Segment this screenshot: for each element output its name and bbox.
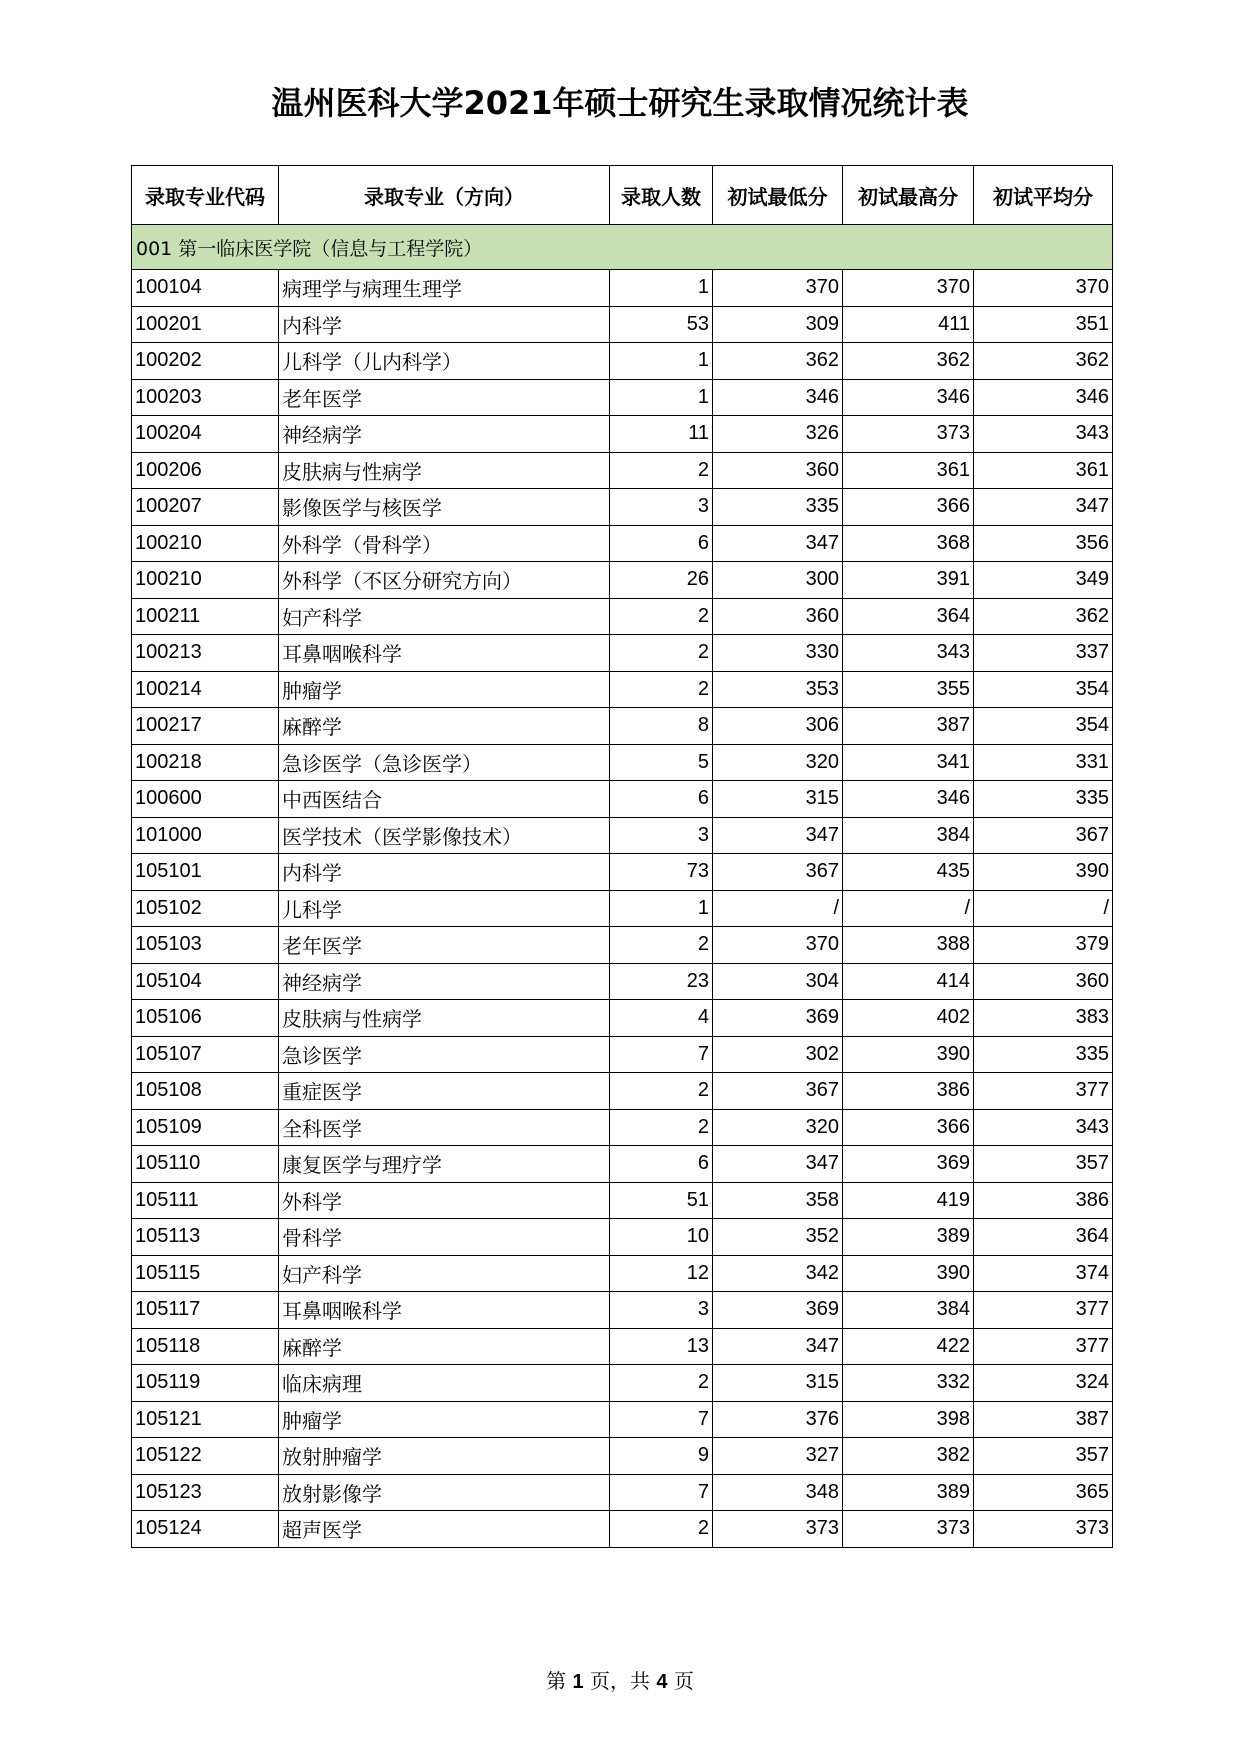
row-major: 重症医学 <box>279 1073 610 1110</box>
row-code: 100210 <box>132 562 279 599</box>
row-min-score: 362 <box>713 343 843 380</box>
row-min-score: 376 <box>713 1401 843 1438</box>
row-avg-score: 346 <box>974 379 1113 416</box>
row-max-score: 387 <box>843 708 974 745</box>
row-code: 105111 <box>132 1182 279 1219</box>
table-row <box>132 343 1113 380</box>
row-code: 100218 <box>132 744 279 781</box>
row-major: 神经病学 <box>279 416 610 453</box>
row-count: 2 <box>610 452 713 489</box>
row-min-score: 347 <box>713 1146 843 1183</box>
table-row <box>132 1292 1113 1329</box>
row-code: 105113 <box>132 1219 279 1256</box>
row-major: 病理学与病理生理学 <box>279 270 610 307</box>
row-count: 2 <box>610 1109 713 1146</box>
row-avg-score: 362 <box>974 343 1113 380</box>
row-max-score: 422 <box>843 1328 974 1365</box>
row-max-score: 414 <box>843 963 974 1000</box>
table-row <box>132 963 1113 1000</box>
row-min-score: 347 <box>713 817 843 854</box>
row-count: 73 <box>610 854 713 891</box>
row-min-score: 330 <box>713 635 843 672</box>
row-min-score: / <box>713 890 843 927</box>
row-avg-score: 337 <box>974 635 1113 672</box>
row-min-score: 347 <box>713 1328 843 1365</box>
row-major: 老年医学 <box>279 379 610 416</box>
table-row <box>132 890 1113 927</box>
row-min-score: 326 <box>713 416 843 453</box>
row-code: 100201 <box>132 306 279 343</box>
row-avg-score: 386 <box>974 1182 1113 1219</box>
row-major: 皮肤病与性病学 <box>279 1000 610 1037</box>
table-row <box>132 270 1113 307</box>
row-count: 3 <box>610 1292 713 1329</box>
row-min-score: 302 <box>713 1036 843 1073</box>
row-code: 100211 <box>132 598 279 635</box>
row-avg-score: 387 <box>974 1401 1113 1438</box>
row-count: 12 <box>610 1255 713 1292</box>
row-min-score: 369 <box>713 1292 843 1329</box>
table-row <box>132 1219 1113 1256</box>
table-row <box>132 1365 1113 1402</box>
row-min-score: 358 <box>713 1182 843 1219</box>
page-footer <box>0 1665 1240 1694</box>
row-max-score: 373 <box>843 416 974 453</box>
table-row <box>132 817 1113 854</box>
row-code: 100207 <box>132 489 279 526</box>
row-major: 外科学 <box>279 1182 610 1219</box>
row-count: 2 <box>610 671 713 708</box>
row-major: 外科学（骨科学） <box>279 525 610 562</box>
row-major: 急诊医学（急诊医学） <box>279 744 610 781</box>
row-major: 超声医学 <box>279 1511 610 1548</box>
row-code: 105109 <box>132 1109 279 1146</box>
table-row <box>132 379 1113 416</box>
table-row <box>132 1073 1113 1110</box>
row-min-score: 373 <box>713 1511 843 1548</box>
row-min-score: 306 <box>713 708 843 745</box>
row-major: 骨科学 <box>279 1219 610 1256</box>
row-min-score: 348 <box>713 1474 843 1511</box>
row-min-score: 369 <box>713 1000 843 1037</box>
row-avg-score: 343 <box>974 1109 1113 1146</box>
row-min-score: 367 <box>713 854 843 891</box>
row-max-score: 332 <box>843 1365 974 1402</box>
row-major: 肿瘤学 <box>279 1401 610 1438</box>
row-code: 105102 <box>132 890 279 927</box>
row-major: 影像医学与核医学 <box>279 489 610 526</box>
table-row <box>132 489 1113 526</box>
row-code: 100217 <box>132 708 279 745</box>
row-avg-score: 377 <box>974 1292 1113 1329</box>
row-count: 51 <box>610 1182 713 1219</box>
row-avg-score: 362 <box>974 598 1113 635</box>
table-row <box>132 598 1113 635</box>
row-max-score: 370 <box>843 270 974 307</box>
row-avg-score: 335 <box>974 1036 1113 1073</box>
row-min-score: 309 <box>713 306 843 343</box>
row-major: 皮肤病与性病学 <box>279 452 610 489</box>
row-max-score: 411 <box>843 306 974 343</box>
row-max-score: 346 <box>843 379 974 416</box>
row-code: 105119 <box>132 1365 279 1402</box>
row-avg-score: 360 <box>974 963 1113 1000</box>
row-code: 101000 <box>132 817 279 854</box>
table-row <box>132 525 1113 562</box>
row-max-score: 390 <box>843 1255 974 1292</box>
table-row <box>132 1255 1113 1292</box>
row-code: 100104 <box>132 270 279 307</box>
row-min-score: 320 <box>713 1109 843 1146</box>
row-avg-score: 367 <box>974 817 1113 854</box>
row-avg-score: 377 <box>974 1073 1113 1110</box>
row-count: 5 <box>610 744 713 781</box>
row-count: 7 <box>610 1474 713 1511</box>
row-min-score: 300 <box>713 562 843 599</box>
row-max-score: 355 <box>843 671 974 708</box>
row-min-score: 347 <box>713 525 843 562</box>
table-row <box>132 306 1113 343</box>
row-code: 105110 <box>132 1146 279 1183</box>
row-max-score: 366 <box>843 1109 974 1146</box>
row-max-score: 402 <box>843 1000 974 1037</box>
row-avg-score: 361 <box>974 452 1113 489</box>
row-max-score: 435 <box>843 854 974 891</box>
row-min-score: 352 <box>713 1219 843 1256</box>
row-major: 儿科学 <box>279 890 610 927</box>
row-min-score: 360 <box>713 452 843 489</box>
header-code: 录取专业代码 <box>132 166 279 225</box>
table-row <box>132 708 1113 745</box>
section-row <box>132 225 1113 270</box>
header-major: 录取专业（方向） <box>279 166 610 225</box>
row-avg-score: 357 <box>974 1438 1113 1475</box>
row-code: 105101 <box>132 854 279 891</box>
row-count: 1 <box>610 379 713 416</box>
row-max-score: 384 <box>843 817 974 854</box>
row-count: 2 <box>610 1511 713 1548</box>
row-min-score: 335 <box>713 489 843 526</box>
row-count: 53 <box>610 306 713 343</box>
table-row <box>132 671 1113 708</box>
table-row <box>132 744 1113 781</box>
row-count: 2 <box>610 1365 713 1402</box>
row-count: 6 <box>610 781 713 818</box>
row-count: 2 <box>610 1073 713 1110</box>
row-min-score: 367 <box>713 1073 843 1110</box>
row-max-score: 391 <box>843 562 974 599</box>
row-major: 医学技术（医学影像技术） <box>279 817 610 854</box>
row-code: 105107 <box>132 1036 279 1073</box>
row-count: 1 <box>610 890 713 927</box>
row-max-score: / <box>843 890 974 927</box>
row-avg-score: 335 <box>974 781 1113 818</box>
row-min-score: 353 <box>713 671 843 708</box>
row-count: 6 <box>610 525 713 562</box>
row-max-score: 346 <box>843 781 974 818</box>
row-avg-score: 331 <box>974 744 1113 781</box>
row-major: 内科学 <box>279 306 610 343</box>
row-max-score: 343 <box>843 635 974 672</box>
row-min-score: 320 <box>713 744 843 781</box>
row-count: 10 <box>610 1219 713 1256</box>
row-max-score: 419 <box>843 1182 974 1219</box>
row-major: 放射肿瘤学 <box>279 1438 610 1475</box>
row-code: 105118 <box>132 1328 279 1365</box>
row-major: 耳鼻咽喉科学 <box>279 635 610 672</box>
row-major: 全科医学 <box>279 1109 610 1146</box>
footer-total-pages: 4 <box>656 1671 668 1693</box>
table-row <box>132 416 1113 453</box>
row-avg-score: 377 <box>974 1328 1113 1365</box>
row-code: 105103 <box>132 927 279 964</box>
header-count: 录取人数 <box>610 166 713 225</box>
row-major: 内科学 <box>279 854 610 891</box>
row-count: 8 <box>610 708 713 745</box>
row-max-score: 362 <box>843 343 974 380</box>
row-count: 1 <box>610 343 713 380</box>
table-row <box>132 1000 1113 1037</box>
row-avg-score: 347 <box>974 489 1113 526</box>
row-count: 6 <box>610 1146 713 1183</box>
row-major: 临床病理 <box>279 1365 610 1402</box>
row-major: 麻醉学 <box>279 1328 610 1365</box>
table-row <box>132 1328 1113 1365</box>
row-max-score: 386 <box>843 1073 974 1110</box>
header-min-score: 初试最低分 <box>713 166 843 225</box>
row-code: 105106 <box>132 1000 279 1037</box>
row-avg-score: 383 <box>974 1000 1113 1037</box>
row-code: 100206 <box>132 452 279 489</box>
row-count: 3 <box>610 489 713 526</box>
row-count: 9 <box>610 1438 713 1475</box>
row-count: 7 <box>610 1401 713 1438</box>
row-avg-score: 343 <box>974 416 1113 453</box>
row-code: 105121 <box>132 1401 279 1438</box>
table-row <box>132 452 1113 489</box>
row-avg-score: 324 <box>974 1365 1113 1402</box>
table-row <box>132 781 1113 818</box>
row-code: 105115 <box>132 1255 279 1292</box>
row-code: 100210 <box>132 525 279 562</box>
section-label: 001 第一临床医学院（信息与工程学院） <box>132 225 1113 270</box>
row-avg-score: 351 <box>974 306 1113 343</box>
row-major: 耳鼻咽喉科学 <box>279 1292 610 1329</box>
row-major: 麻醉学 <box>279 708 610 745</box>
row-max-score: 366 <box>843 489 974 526</box>
row-count: 1 <box>610 270 713 307</box>
row-avg-score: 390 <box>974 854 1113 891</box>
row-max-score: 361 <box>843 452 974 489</box>
table-row <box>132 1401 1113 1438</box>
row-count: 2 <box>610 927 713 964</box>
row-code: 105108 <box>132 1073 279 1110</box>
row-count: 13 <box>610 1328 713 1365</box>
row-min-score: 327 <box>713 1438 843 1475</box>
row-count: 4 <box>610 1000 713 1037</box>
admission-stats-table <box>131 165 1113 1548</box>
row-min-score: 304 <box>713 963 843 1000</box>
row-major: 肿瘤学 <box>279 671 610 708</box>
row-count: 11 <box>610 416 713 453</box>
row-code: 100600 <box>132 781 279 818</box>
row-avg-score: 354 <box>974 708 1113 745</box>
row-min-score: 370 <box>713 927 843 964</box>
row-min-score: 315 <box>713 1365 843 1402</box>
row-max-score: 373 <box>843 1511 974 1548</box>
row-avg-score: 349 <box>974 562 1113 599</box>
row-major: 老年医学 <box>279 927 610 964</box>
row-max-score: 389 <box>843 1219 974 1256</box>
row-code: 100214 <box>132 671 279 708</box>
row-major: 急诊医学 <box>279 1036 610 1073</box>
row-max-score: 384 <box>843 1292 974 1329</box>
table-row <box>132 562 1113 599</box>
table-row <box>132 854 1113 891</box>
row-count: 2 <box>610 598 713 635</box>
table-row <box>132 1438 1113 1475</box>
footer-middle: 页，共 <box>590 1669 650 1693</box>
row-max-score: 364 <box>843 598 974 635</box>
row-max-score: 398 <box>843 1401 974 1438</box>
table-row <box>132 1182 1113 1219</box>
table-row <box>132 927 1113 964</box>
row-code: 100204 <box>132 416 279 453</box>
row-max-score: 390 <box>843 1036 974 1073</box>
row-min-score: 315 <box>713 781 843 818</box>
row-avg-score: 364 <box>974 1219 1113 1256</box>
row-max-score: 368 <box>843 525 974 562</box>
row-max-score: 369 <box>843 1146 974 1183</box>
row-major: 妇产科学 <box>279 598 610 635</box>
row-min-score: 342 <box>713 1255 843 1292</box>
table-header-row <box>132 166 1113 225</box>
row-code: 100202 <box>132 343 279 380</box>
row-min-score: 370 <box>713 270 843 307</box>
row-avg-score: 373 <box>974 1511 1113 1548</box>
row-count: 26 <box>610 562 713 599</box>
row-major: 康复医学与理疗学 <box>279 1146 610 1183</box>
row-major: 中西医结合 <box>279 781 610 818</box>
row-avg-score: 379 <box>974 927 1113 964</box>
row-avg-score: 357 <box>974 1146 1113 1183</box>
header-max-score: 初试最高分 <box>843 166 974 225</box>
row-major: 妇产科学 <box>279 1255 610 1292</box>
row-major: 神经病学 <box>279 963 610 1000</box>
row-max-score: 388 <box>843 927 974 964</box>
row-avg-score: 370 <box>974 270 1113 307</box>
row-min-score: 360 <box>713 598 843 635</box>
header-avg-score: 初试平均分 <box>974 166 1113 225</box>
row-major: 外科学（不区分研究方向） <box>279 562 610 599</box>
row-min-score: 346 <box>713 379 843 416</box>
table-row <box>132 1511 1113 1548</box>
row-code: 105124 <box>132 1511 279 1548</box>
row-avg-score: / <box>974 890 1113 927</box>
table-row <box>132 1474 1113 1511</box>
row-major: 放射影像学 <box>279 1474 610 1511</box>
row-avg-score: 374 <box>974 1255 1113 1292</box>
row-max-score: 341 <box>843 744 974 781</box>
footer-suffix: 页 <box>673 1669 694 1693</box>
row-count: 23 <box>610 963 713 1000</box>
row-count: 7 <box>610 1036 713 1073</box>
row-code: 105104 <box>132 963 279 1000</box>
row-code: 105123 <box>132 1474 279 1511</box>
row-max-score: 389 <box>843 1474 974 1511</box>
table-row <box>132 635 1113 672</box>
table-row <box>132 1036 1113 1073</box>
row-max-score: 382 <box>843 1438 974 1475</box>
row-code: 100203 <box>132 379 279 416</box>
table-row <box>132 1146 1113 1183</box>
row-code: 105117 <box>132 1292 279 1329</box>
row-code: 105122 <box>132 1438 279 1475</box>
row-avg-score: 365 <box>974 1474 1113 1511</box>
footer-prefix: 第 <box>546 1669 567 1693</box>
row-count: 3 <box>610 817 713 854</box>
row-code: 100213 <box>132 635 279 672</box>
row-avg-score: 354 <box>974 671 1113 708</box>
row-avg-score: 356 <box>974 525 1113 562</box>
row-major: 儿科学（儿内科学） <box>279 343 610 380</box>
footer-page-number: 1 <box>572 1671 584 1693</box>
page-title: 温州医科大学2021年硕士研究生录取情况统计表 <box>271 84 969 122</box>
table-row <box>132 1109 1113 1146</box>
row-count: 2 <box>610 635 713 672</box>
